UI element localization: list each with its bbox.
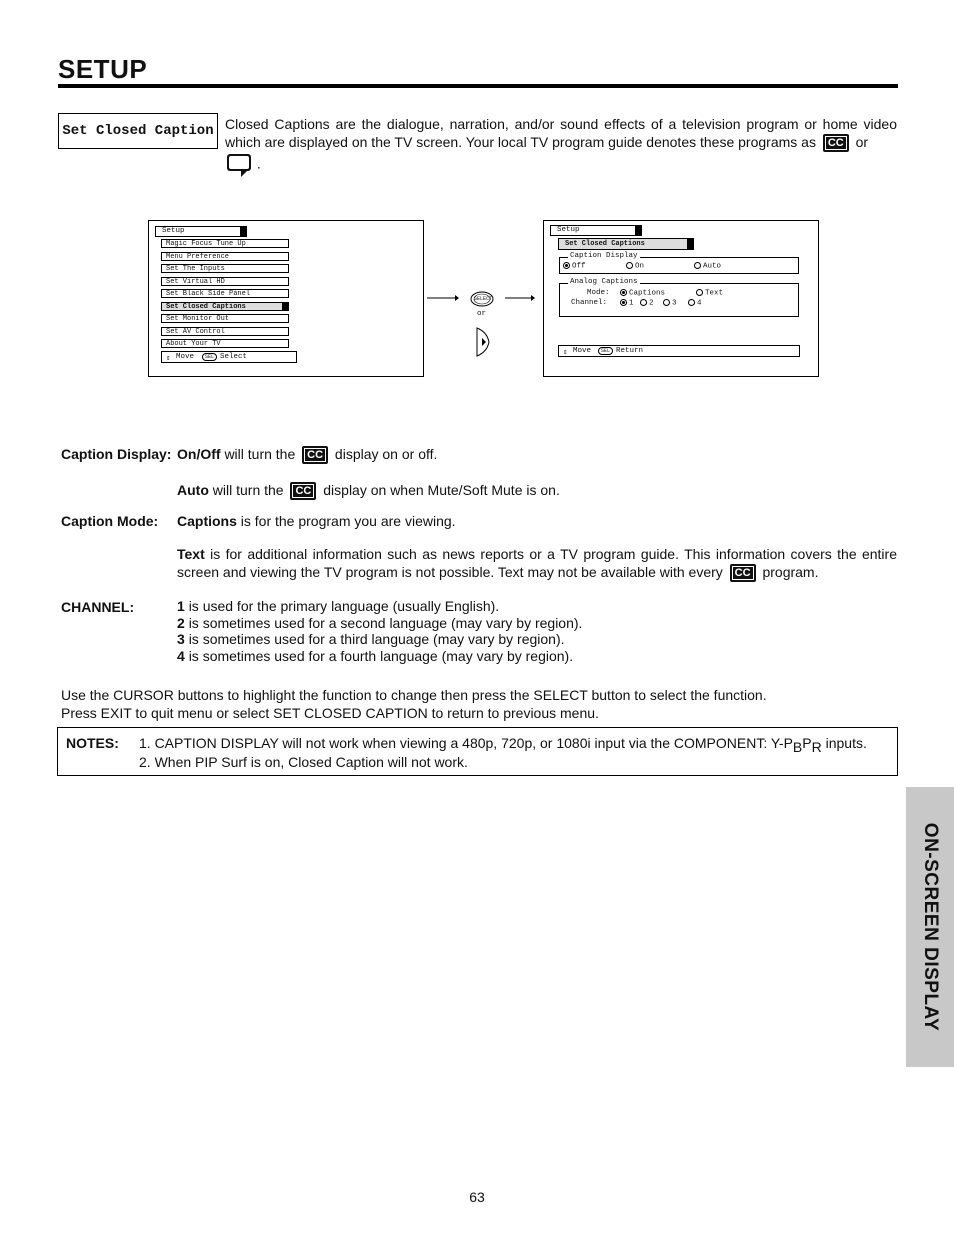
notes-box (57, 727, 898, 776)
channel-number: 2 (177, 614, 185, 631)
footer-move-label: Move (176, 353, 195, 361)
page-number: 63 (469, 1189, 485, 1205)
footer-return-label: Return (616, 347, 644, 355)
channel-4[interactable] (688, 299, 702, 307)
title-rule (58, 84, 898, 88)
menu-item[interactable]: Set Closed Captions (161, 302, 289, 311)
intro-text: Closed Captions are the dialogue, narration, and/or sound effects of a television program or home video which are displayed on the TV screen. Your local TV program guide denotes these programs as (225, 116, 897, 150)
submenu-arrow-icon (282, 303, 288, 310)
auto-term: Auto (177, 482, 209, 498)
channel-2-label: 2 (649, 299, 654, 308)
onoff-pre: will turn the (224, 446, 296, 462)
note-1-text: 1. CAPTION DISPLAY will not work when viewing a 480p, 720p, or 1080i input via the COMPONENT: Y-P (139, 735, 793, 751)
screen2-footer (558, 345, 800, 357)
text-desc: is for additional information such as news reports or a TV program guide. This information covers the entire screen and viewing the TV program is not possible. Text may not be available with every (177, 546, 897, 580)
channel-desc: is sometimes used for a second language (may vary by region). (188, 614, 583, 631)
note-1-sub-b: B (792, 739, 803, 755)
menu-item[interactable]: Set AV Control (161, 327, 289, 336)
channel-desc: is used for the primary language (usually English). (188, 598, 500, 614)
onoff-term: On/Off (177, 446, 221, 462)
intro-paragraph (225, 115, 897, 178)
footer-select-label: Select (220, 353, 248, 361)
channel-item (177, 631, 582, 648)
text-term: Text (177, 546, 205, 562)
updown-arrow-icon: ⇕ (563, 349, 568, 357)
option-auto-label: Auto (703, 262, 722, 271)
caption-display-on[interactable] (626, 262, 644, 270)
intro-end: . (256, 156, 261, 172)
note-1-post: inputs. (821, 735, 867, 751)
caption-display-auto[interactable] (694, 262, 721, 270)
menu-item[interactable]: Set Virtual HD (161, 277, 289, 286)
note-1-sub-r: R (811, 739, 822, 755)
caption-display-onoff (177, 445, 437, 464)
mode-text-label: Text (705, 289, 724, 298)
radio-icon (626, 262, 633, 269)
channel-4-label: 4 (697, 299, 702, 308)
sel-button-icon: SEL (202, 353, 217, 361)
radio-icon (688, 299, 695, 306)
menu-item[interactable]: Set Black Side Panel (161, 289, 289, 298)
footer-move-label: Move (573, 347, 592, 355)
mode-captions[interactable] (620, 289, 665, 297)
sel-button-icon: SEL (598, 347, 613, 355)
mode-label: Mode: (587, 289, 610, 297)
radio-icon (663, 299, 670, 306)
side-tab-label: ON-SCREEN DISPLAY (920, 822, 941, 1032)
analog-captions-legend: Analog Captions (570, 278, 638, 286)
radio-icon (694, 262, 701, 269)
channel-item (177, 648, 582, 665)
option-off-label: Off (572, 262, 586, 271)
channel-desc: is sometimes used for a third language (may vary by region). (188, 631, 565, 648)
radio-selected-icon (563, 262, 570, 269)
setup-menu-screen (148, 220, 424, 377)
cc-icon: CC (730, 564, 756, 582)
auto-post: display on when Mute/Soft Mute is on. (323, 482, 560, 498)
note-1-mid: P (802, 735, 812, 751)
page-title: SETUP (58, 54, 148, 84)
side-tab (906, 787, 954, 1067)
radio-icon (696, 289, 703, 296)
channel-item (177, 598, 582, 615)
instruction-line-1: Use the CURSOR buttons to highlight the function to change then press the SELECT button to select the function. (61, 687, 767, 703)
menu-item[interactable]: About Your TV (161, 339, 289, 348)
intro-or: or (855, 134, 869, 150)
auto-pre: will turn the (212, 482, 284, 498)
header-arrow-icon (240, 227, 246, 236)
select-button-label: SELECT (474, 296, 493, 302)
menu-item[interactable]: Menu Preference (161, 252, 289, 261)
caption-mode-text (177, 545, 897, 582)
channel-section-label: CHANNEL: (61, 599, 135, 615)
option-on-label: On (635, 262, 645, 271)
caption-display-off[interactable] (563, 262, 586, 270)
mode-text[interactable] (696, 289, 723, 297)
cc-icon: CC (823, 134, 849, 152)
middle-or-label: or (477, 310, 487, 318)
menu-item[interactable]: Set The Inputs (161, 264, 289, 273)
instructions (61, 686, 767, 722)
caption-bubble-icon (225, 152, 253, 178)
screen2-header (550, 225, 642, 236)
channel-item (177, 615, 582, 632)
channel-number: 3 (177, 631, 185, 648)
channel-3[interactable] (663, 299, 677, 307)
note-2: 2. When PIP Surf is on, Closed Caption will not work. (139, 754, 468, 770)
caption-mode-captions (177, 512, 456, 530)
menu-item[interactable]: Magic Focus Tune Up (161, 239, 289, 248)
header-arrow-icon (635, 226, 641, 235)
cc-icon: CC (302, 446, 328, 464)
notes-label: NOTES: (66, 735, 119, 751)
channel-number: 1 (177, 598, 185, 614)
channel-label: Channel: (571, 299, 608, 307)
captions-desc: is for the program you are viewing. (240, 513, 456, 529)
updown-arrow-icon: ⇕ (166, 355, 171, 363)
screen2-subheader (558, 238, 694, 250)
analog-captions-group (559, 278, 799, 317)
radio-selected-icon (620, 299, 627, 306)
caption-mode-label: Caption Mode: (61, 513, 159, 529)
channel-number: 4 (177, 648, 185, 665)
channel-2[interactable] (640, 299, 654, 307)
screen1-header (155, 226, 247, 237)
caption-display-auto (177, 481, 560, 500)
screen1-header-label: Setup (162, 227, 185, 235)
screen2-subheader-label: Set Closed Captions (565, 240, 645, 248)
radio-icon (640, 299, 647, 306)
text-end: program. (762, 564, 819, 580)
closed-captions-screen (543, 220, 819, 377)
onoff-post: display on or off. (334, 446, 438, 462)
caption-display-group (559, 252, 799, 274)
channel-1[interactable] (620, 299, 634, 307)
screen1-footer (161, 351, 297, 363)
channel-list (177, 598, 582, 665)
radio-selected-icon (620, 289, 627, 296)
screen2-header-label: Setup (557, 226, 580, 234)
section-tag: Set Closed Caption (58, 113, 218, 149)
caption-display-legend: Caption Display (570, 252, 638, 260)
cc-icon: CC (290, 482, 316, 500)
mode-captions-label: Captions (629, 289, 666, 298)
captions-term: Captions (177, 513, 237, 529)
subheader-arrow-icon (687, 239, 693, 249)
menu-item[interactable]: Set Monitor Out (161, 314, 289, 323)
channel-desc: is sometimes used for a fourth language (may vary by region). (188, 648, 574, 665)
caption-display-label: Caption Display: (61, 446, 172, 462)
channel-3-label: 3 (672, 299, 677, 308)
channel-1-label: 1 (629, 299, 634, 308)
instruction-line-2: Press EXIT to quit menu or select SET CLOSED CAPTION to return to previous menu. (61, 705, 599, 721)
